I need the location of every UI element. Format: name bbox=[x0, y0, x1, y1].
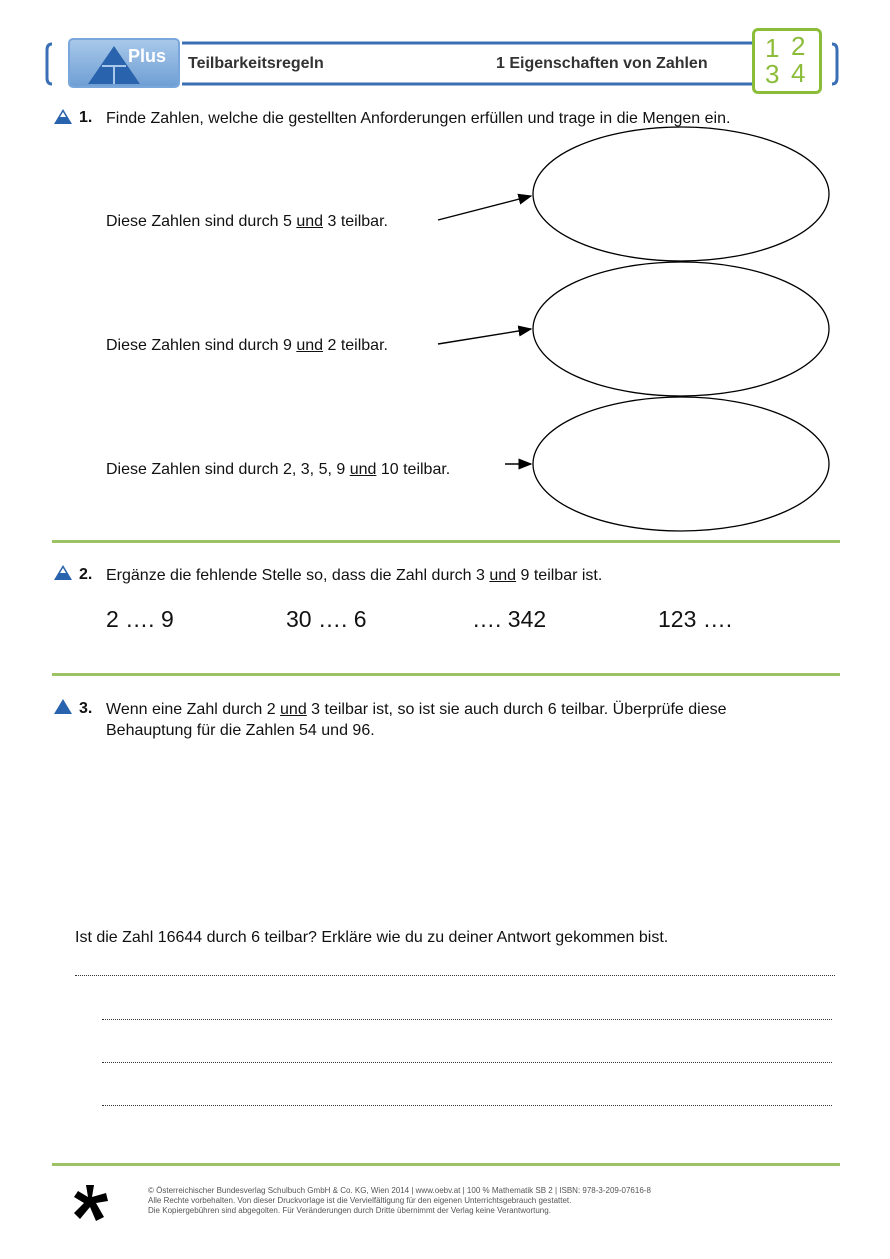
footer-line: © Österreichischer Bundesverlag Schulbuch GmbH & Co. KG, Wien 2014 | www.oebv.at | 100 % Mathematik SB 2 | ISBN: 978-3-209-07616-8 bbox=[148, 1186, 651, 1195]
task-prompt bbox=[106, 565, 602, 586]
prompt-text: 9 teilbar ist. bbox=[516, 567, 603, 584]
answer-line[interactable] bbox=[102, 1105, 832, 1106]
statement-text: Diese Zahlen sind durch 2, 3, 5, 9 bbox=[106, 461, 350, 478]
prompt-text: Ergänze die fehlende Stelle so, dass die Zahl durch 3 bbox=[106, 567, 490, 584]
chapter-title: 1 Eigenschaften von Zahlen bbox=[496, 55, 708, 72]
number-badge bbox=[752, 28, 822, 94]
level-pyramid-icon bbox=[53, 564, 73, 581]
logo-label: Plus bbox=[128, 46, 167, 66]
section-divider bbox=[52, 673, 840, 676]
task-number: 3. bbox=[79, 700, 93, 717]
footer-line: Alle Rechte vorbehalten. Von dieser Druckvorlage ist die Vervielfältigung für den eigenen Unterrichtsgebrauch gestattet. bbox=[148, 1196, 572, 1205]
answer-set-ellipse[interactable] bbox=[533, 262, 829, 396]
answer-line[interactable] bbox=[75, 975, 835, 976]
badge-digit: 3 bbox=[765, 59, 780, 89]
fill-in-number[interactable]: 30 …. 6 bbox=[286, 606, 367, 632]
set-statement bbox=[106, 459, 450, 480]
footer-line: Die Kopiergebühren sind abgegolten. Für Veränderungen durch Dritte übernimmt der Verlag keine Verantwortung. bbox=[148, 1206, 551, 1215]
copyright-notice bbox=[148, 1186, 651, 1216]
fill-in-number[interactable]: 2 …. 9 bbox=[106, 606, 174, 632]
und-word: und bbox=[296, 337, 324, 354]
badge-digit: 4 bbox=[791, 58, 806, 88]
task-number: 1. bbox=[79, 109, 93, 126]
fill-in-number[interactable]: 123 …. bbox=[658, 606, 733, 632]
question-text: Ist die Zahl 16644 durch 6 teilbar? Erkläre wie du zu deiner Antwort gekommen bist. bbox=[75, 929, 669, 946]
prompt-text: Wenn eine Zahl durch 2 bbox=[106, 701, 281, 718]
topic-title: Teilbarkeitsregeln bbox=[188, 55, 324, 72]
und-word: und bbox=[296, 213, 324, 230]
level-pyramid-icon bbox=[53, 698, 73, 715]
und-word: und bbox=[280, 701, 307, 718]
level-pyramid-icon bbox=[53, 108, 73, 125]
publisher-logo bbox=[72, 1183, 110, 1223]
task-number: 2. bbox=[79, 566, 93, 583]
prompt-text: 3 teilbar ist, so ist sie auch durch 6 teilbar. Überprüfe diese bbox=[306, 701, 727, 718]
prompt-text: Behauptung für die Zahlen 54 und 96. bbox=[106, 722, 375, 739]
answer-line[interactable] bbox=[102, 1062, 832, 1063]
footer-divider bbox=[52, 1163, 840, 1166]
answer-line[interactable] bbox=[102, 1019, 832, 1020]
statement-text: 3 teilbar. bbox=[323, 213, 388, 230]
statement-text: 2 teilbar. bbox=[323, 337, 388, 354]
arrow bbox=[438, 196, 531, 220]
und-word: und bbox=[349, 461, 377, 478]
statement-text: Diese Zahlen sind durch 9 bbox=[106, 337, 297, 354]
task-prompt: Finde Zahlen, welche die gestellten Anforderungen erfüllen und trage in die Mengen ein. bbox=[106, 110, 731, 127]
section-divider bbox=[52, 540, 840, 543]
fill-in-number[interactable]: …. 342 bbox=[472, 606, 547, 632]
statement-text: 10 teilbar. bbox=[376, 461, 451, 478]
set-statement bbox=[106, 211, 388, 232]
badge-digit: 1 bbox=[765, 33, 780, 63]
answer-set-ellipse[interactable] bbox=[533, 397, 829, 531]
answer-set-ellipse[interactable] bbox=[533, 127, 829, 261]
task-prompt bbox=[106, 699, 727, 720]
plus-level-logo bbox=[68, 38, 180, 88]
statement-text: Diese Zahlen sind durch 5 bbox=[106, 213, 297, 230]
arrow bbox=[438, 329, 531, 344]
set-statement bbox=[106, 335, 388, 356]
page-header bbox=[44, 31, 840, 90]
badge-digit: 2 bbox=[791, 31, 806, 61]
und-word: und bbox=[489, 567, 517, 584]
